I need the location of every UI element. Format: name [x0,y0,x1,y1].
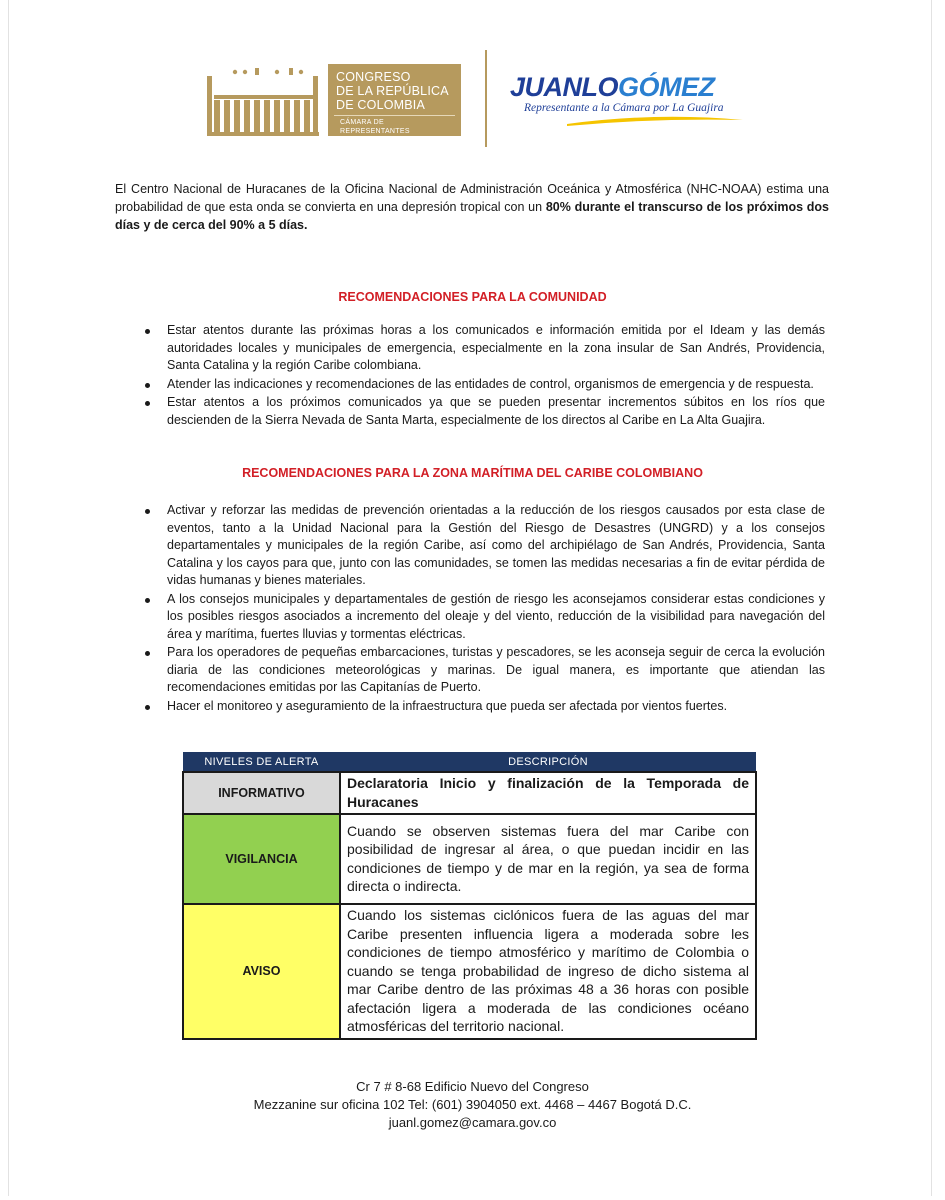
table-header-row [183,752,756,772]
congreso-line-1: CONGRESO [336,70,411,84]
table-row-vigilancia [183,814,756,904]
comunidad-list [145,322,825,430]
level-aviso: AVISO [183,904,340,1039]
desc-vigilancia: Cuando se observen sistemas fuera del mar Caribe con posibilidad de ingresar al área, o que puedan incidir en las condiciones de tiempo y de mar en la región, ya sea de forma directa o indirecta. [340,814,756,904]
intro-text: El Centro Nacional de Huracanes de la Oficina Nacional de Administración Oceánica y Atmosférica (NHC-NOAA) estima una probabilidad de que esta onda se convierta en una depresión tropical con un [115,182,829,214]
representative-logo [510,72,760,142]
section-title-zona-maritima: RECOMENDACIONES PARA LA ZONA MARÍTIMA DEL CARIBE COLOMBIANO [242,466,703,480]
level-vigilancia: VIGILANCIA [183,814,340,904]
level-informativo: INFORMATIVO [183,772,340,814]
congreso-line-2: DE LA REPÚBLICA [336,84,449,98]
rep-last-name: GÓMEZ [618,72,715,102]
letterhead [0,50,945,150]
header-niveles: NIVELES DE ALERTA [183,752,340,772]
section-title-comunidad: RECOMENDACIONES PARA LA COMUNIDAD [338,290,607,304]
desc-aviso: Cuando los sistemas ciclónicos fuera de las aguas del mar Caribe presenten influencia ligera a moderada sobre les condiciones de tiempo atmosférico y marítimo de Colombia o cuando se tenga probabilidad de ingreso de dicho sistema al mar Caribe dentro de las próximas 48 a 36 horas con posible afectación ligera a moderada de las condiciones océano atmosféricas del territorio nacional. [340,904,756,1039]
desc-informativo: Declaratoria Inicio y finalización de la Temporada de Huracanes [340,772,756,814]
footer-email: juanl.gomez@camara.gov.co [388,1115,557,1130]
table-row-informativo [183,772,756,814]
intro-paragraph [115,180,829,234]
footer-address: Cr 7 # 8-68 Edificio Nuevo del Congreso [356,1079,589,1094]
list-item: Para los operadores de pequeñas embarcaciones, turistas y pescadores, se les aconseja seguir de cerca la evolución diaria de las condiciones meteorológicas y marinas. De igual manera, es importante que atiendan las recomendaciones emitidas por las Capitanías de Puerto. [145,644,825,697]
header-descripcion: DESCRIPCIÓN [340,752,756,772]
representative-subtitle: Representante a la Cámara por La Guajira [524,102,724,114]
alert-levels-table [182,752,757,1040]
congreso-line-3: DE COLOMBIA [336,98,426,112]
list-item: Estar atentos a los próximos comunicados ya que se pueden presentar incrementos súbitos en los ríos que descienden de la Sierra Nevada de Santa Marta, especialmente de los directos al Caribe en La Alta Guajira. [145,394,825,429]
list-item: Hacer el monitoreo y aseguramiento de la infraestructura que pueda ser afectada por vientos fuertes. [145,698,825,716]
list-item: Estar atentos durante las próximas horas a los comunicados e información emitida por el Ideam y las demás autoridades locales y municipales de emergencia, especialmente en la zona insular de San Andrés, Providencia, Santa Catalina y la región Caribe colombiana. [145,322,825,375]
representative-name [510,72,760,103]
intro-bold-text: 80% durante el transcurso de los próximos dos días y de cerca del 90% a 5 días. [115,200,829,232]
zona-maritima-list [145,502,825,716]
header-divider [485,50,487,147]
rep-first-name: JUANLO [510,72,619,102]
congreso-nameplate [328,64,461,136]
list-item: A los consejos municipales y departamentales de gestión de riesgo les aconsejamos considerar estas condiciones y los posibles riesgos asociados a incremento del oleaje y del viento, reducción de la visibilidad para navegación del área y marítima, fuertes lluvias y tormentas eléctricas. [145,591,825,644]
footer [0,1078,945,1132]
yellow-swoosh-icon [565,114,745,128]
list-item: Activar y reforzar las medidas de prevención orientadas a la reducción de los riesgos causados por esta clase de eventos, tanto a la Unidad Nacional para la Gestión del Riesgo de Desastres (UNGRD) y a los consejos departamentales y municipales de la región Caribe, así como del archipiélago de San Andrés, Providencia, Santa Catalina y los cayos para que, junto con las comunidades, se tomen las medidas necesarias a fin de evitar pérdida de vidas humanas y bienes materiales. [145,502,825,590]
capitol-seal-icon [205,62,325,137]
table-row-aviso [183,904,756,1039]
camara-subtitle: CÁMARA DE REPRESENTANTES [334,115,455,136]
footer-office-phone: Mezzanine sur oficina 102 Tel: (601) 3904050 ext. 4468 – 4467 Bogotá D.C. [253,1097,692,1112]
list-item: Atender las indicaciones y recomendaciones de las entidades de control, organismos de emergencia y de respuesta. [145,376,825,394]
congreso-logo [205,62,460,137]
